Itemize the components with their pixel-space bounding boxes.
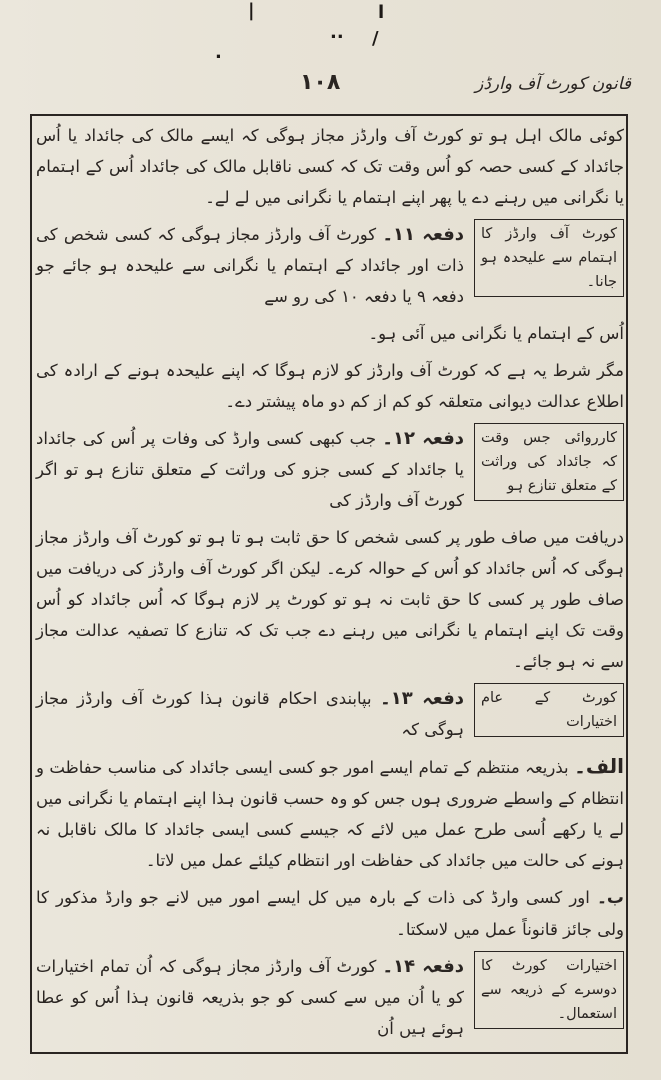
body-text <box>36 120 624 1050</box>
section-text <box>36 423 464 516</box>
section-11 <box>36 219 624 312</box>
margin-mark: / <box>372 28 379 49</box>
side-note: کورٹ آف وارڈز کا اہتمام سے علیحدہ ہو جانا۔ <box>474 219 624 297</box>
section-text <box>36 951 464 1044</box>
paragraph: اُس کے اہتمام یا نگرانی میں آئی ہو۔ <box>368 324 624 343</box>
margin-mark: .. <box>330 22 344 43</box>
running-head: قانون کورٹ آف وارڈز <box>475 74 631 94</box>
side-note: اختیارات کورٹ کا دوسرے کے ذریعہ سے استعمال۔ <box>474 951 624 1029</box>
section-14 <box>36 951 624 1044</box>
clause-text: بذریعہ منتظم کے تمام ایسے امور جو کسی ایسی جائداد کی مناسب حفاظت و انتظام <box>36 758 624 808</box>
side-note: کورٹ کے عام اختیارات <box>474 683 624 737</box>
clause-be <box>36 882 624 945</box>
page-header <box>30 70 631 110</box>
margin-mark: l <box>378 2 385 23</box>
margin-mark: | <box>248 0 255 21</box>
side-note: کارروائی جس وقت کہ جائداد کی وراثت کے متعلق تنازع ہو <box>474 423 624 501</box>
clause-label: ب۔ <box>596 888 624 908</box>
paragraph: کوئی مالک اہل ہو تو کورٹ آف وارڈز مجاز ہوگی کہ ایسے مالک کی جائداد یا اُس جائداد کے کسی حصہ کو اُس وقت تک کہ کسی ناقابل مالک کی جائداد اُس کے اہتمام یا نگرانی میں رہنے دے یا پھر اپنے اہتمام یا نگرانی میں لے لے۔ <box>36 126 624 207</box>
section-12 <box>36 423 624 516</box>
paragraph: دریافت میں صاف طور پر کسی شخص کا حق ثابت ہو تا ہو تو کورٹ آف وارڈز مجاز ہوگی کہ اُس جائداد کو اُس کے حوالہ کرے۔ لیکن اگر کورٹ آف وارڈز کی دریافت میں صاف طور پر کسی کا حق ثابت نہ ہو تو کورٹ پر لازم ہوگا کہ اُس جائداد کو اُس وقت تک اپنے اہتمام یا نگرانی میں رہنے دے جب تک کہ تنازع کا تصفیہ عدالت مجاز سے نہ ہو جائے۔ <box>36 528 624 671</box>
section-body: جب کبھی کسی وارڈ کی وفات پر اُس کی جائداد یا جائداد کے کسی جزو کی وراثت کے متعلق تنازع ہو تو اگر کورٹ آف وارڈز کی <box>36 429 464 510</box>
clause-alif <box>36 751 624 876</box>
section-text <box>36 219 464 312</box>
section-number: دفعہ ۱۳۔ <box>380 688 464 709</box>
clause-text: کے واسطے ضروری ہوں جس کو وہ حسب قانون ہذا اپنے اہتمام یا نگرانی میں لے یا رکھے اُسی طرح عمل میں لائے کہ جیسے کسی ایسی جائداد کا مالک ناقابل نہ ہونے کی حالت میں جائداد کی حفاظت اور انتظام کیلئے عمل میں لاتا۔ <box>36 789 624 870</box>
page-number: ۱۰۸ <box>300 70 341 95</box>
clause-label: الف۔ <box>574 754 624 778</box>
section-body: کورٹ آف وارڈز مجاز ہوگی کہ کسی شخص کی ذات اور جائداد کے اہتمام یا نگرانی سے علیحدہ ہو جائے جو دفعہ ۹ یا دفعہ ۱۰ کی رو سے <box>36 225 464 306</box>
paragraph: مگر شرط یہ ہے کہ کورٹ آف وارڈز کو لازم ہوگا کہ اپنے علیحدہ ہونے کے ارادہ کی اطلاع عدالت دیوانی متعلقہ کو کم از کم دو ماہ پیشتر دے۔ <box>36 361 624 411</box>
margin-mark: . <box>215 42 222 63</box>
section-body: بپابندی احکام قانون ہذا کورٹ آف وارڈز مجاز ہوگی کہ <box>36 689 464 739</box>
section-13 <box>36 683 624 745</box>
clause-text: اور کسی وارڈ کی ذات کے بارہ میں کل ایسے امور میں لانے جو وارڈ مذکور کا ولی جائز قانوناً عمل میں لاسکتا۔ <box>36 888 624 939</box>
section-number: دفعہ ۱۲۔ <box>382 428 465 449</box>
section-text <box>36 683 464 745</box>
section-body: کورٹ آف وارڈز مجاز ہوگی کہ اُن تمام اختیارات کو یا اُن میں سے کسی کو جو بذریعہ قانون ہذا اُس کو عطا ہوئے ہیں اُن <box>36 957 464 1038</box>
section-number: دفعہ ۱۴۔ <box>382 956 464 977</box>
section-number: دفعہ ۱۱۔ <box>382 224 465 245</box>
